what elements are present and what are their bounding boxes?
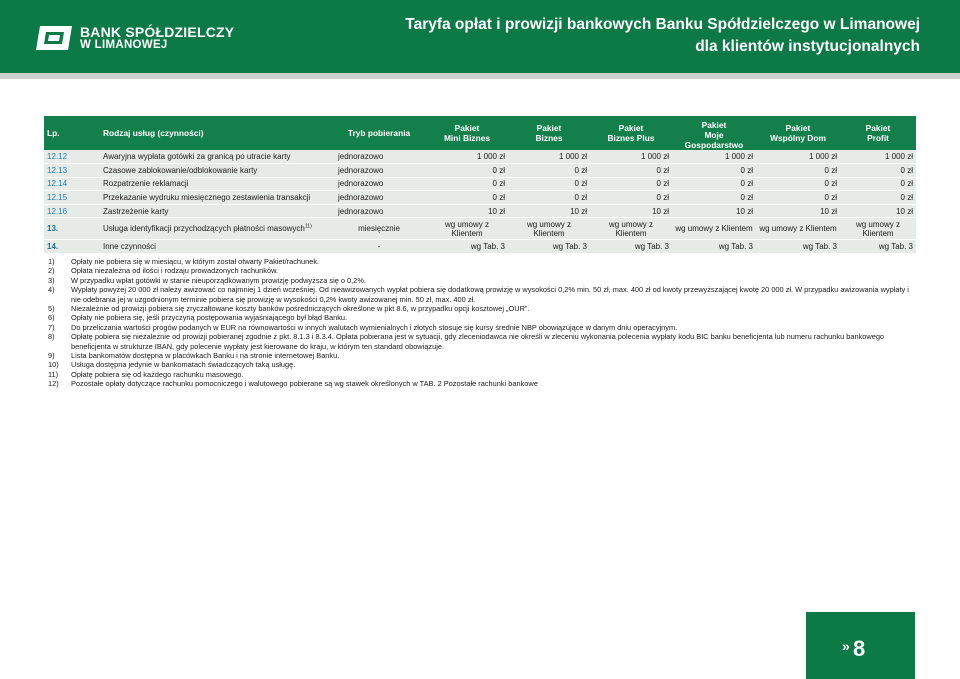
- row-value: 1 000 zł: [840, 150, 916, 164]
- footnote-text: Opłatę pobiera się niezależnie od prowizji pobieranej zgodnie z pkt. 8.1.3 i 8.3.4. Opłata pobierana jest w sytuacji, gdy zleceniodawca nie określi w zleceniu wykonania polecenia wypłaty kodu BIC banku beneficjenta lub numeru rachunku bankowego beneficjenta w strukturze IBAN, gdy polecenie wypłaty jest kierowane do kraju, w którym ten standard obowiązuje.: [71, 332, 885, 351]
- row-mode: miesięcznie: [332, 218, 426, 240]
- row-lp: 14.: [44, 240, 100, 254]
- row-lp: 12.14: [44, 177, 100, 191]
- footnote-number: 12): [48, 379, 59, 389]
- row-value: wg Tab. 3: [756, 240, 840, 254]
- footnote-text: Opłaty nie pobiera się, jeśli przyczyną postępowania wyjaśniającego był błąd Banku.: [71, 313, 348, 323]
- header-text: Profit: [867, 133, 889, 143]
- page-header: [0, 0, 960, 73]
- header-pakiet-mini-biznes: [426, 116, 508, 150]
- footnote-text: Niezależnie od prowizji pobiera się zryczałtowane koszty banków pośredniczących określone w pkt 8.6, w przypadku opcji kosztowej „OUR”.: [71, 304, 530, 314]
- row-value: wg umowy z Klientem: [590, 218, 672, 240]
- row-service: Inne czynności: [100, 240, 332, 254]
- tariff-table: [44, 116, 916, 254]
- footnote-number: 2): [48, 266, 55, 276]
- footnote: [48, 276, 918, 285]
- bank-name-line1: BANK SPÓŁDZIELCZY: [80, 23, 235, 40]
- row-value: wg umowy z Klientem: [508, 218, 590, 240]
- row-value: wg Tab. 3: [672, 240, 756, 254]
- row-value: wg umowy z Klientem: [426, 218, 508, 240]
- row-value: 10 zł: [508, 204, 590, 218]
- row-value: 0 zł: [590, 177, 672, 191]
- row-service: Awaryjna wypłata gotówki za granicą po utracie karty: [100, 150, 332, 164]
- row-service: [100, 218, 332, 240]
- row-value: 0 zł: [508, 177, 590, 191]
- row-value: 10 zł: [756, 204, 840, 218]
- header-divider: [0, 73, 960, 79]
- bank-name-line2: W LIMANOWEJ: [80, 39, 168, 52]
- row-value: wg Tab. 3: [590, 240, 672, 254]
- header-text: Pakiet: [618, 123, 644, 133]
- header-text: Gospodarstwo: [684, 140, 744, 150]
- bank-name: [80, 25, 234, 52]
- row-lp: 13.: [44, 218, 100, 240]
- row-service: Czasowe zablokowanie/odblokowanie karty: [100, 164, 332, 178]
- footnote-number: 5): [48, 304, 55, 314]
- table-row: [44, 164, 916, 178]
- header-text: Pakiet: [454, 123, 480, 133]
- footnote-number: 11): [48, 369, 59, 379]
- row-value: 1 000 zł: [590, 150, 672, 164]
- row-value: wg umowy z Klientem: [840, 218, 916, 240]
- table-row: [44, 204, 916, 218]
- row-value: 0 zł: [426, 191, 508, 205]
- page-number: 8: [853, 636, 866, 661]
- row-value: 0 zł: [672, 177, 756, 191]
- footnote: [48, 332, 918, 351]
- footnote-text: Lista bankomatów dostępna w placówkach Banku i na stronie internetowej Banku.: [71, 351, 340, 361]
- row-value: 0 zł: [756, 177, 840, 191]
- header-text: Moje: [704, 130, 724, 140]
- footnote-text: W przypadku wpłat gotówki w stanie nieuporządkowanym prowizję podwyższa się o 0,2%.: [71, 275, 366, 285]
- row-value: 0 zł: [672, 191, 756, 205]
- footnote: [48, 285, 918, 304]
- row-value: 0 zł: [508, 164, 590, 178]
- row-lp: 12.16: [44, 204, 100, 218]
- table-row: [44, 240, 916, 254]
- table-row: [44, 177, 916, 191]
- row-value: 1 000 zł: [426, 150, 508, 164]
- footnote-ref: 11): [304, 223, 312, 230]
- row-value: 0 zł: [756, 164, 840, 178]
- header-text: Pakiet: [701, 120, 727, 130]
- row-value: 10 zł: [426, 204, 508, 218]
- footnotes: [48, 257, 918, 389]
- footnote-text: Opłaty nie pobiera się w miesiącu, w którym został otwarty Pakiet/rachunek.: [71, 257, 320, 266]
- footnote-number: 3): [48, 275, 55, 285]
- header-pakiet-profit: [840, 116, 916, 150]
- footnote-text: Pozostałe opłaty dotyczące rachunku pomocniczego i walutowego pobierane są wg stawek określonych w TAB. 2 Pozostałe rachunki bankowe: [71, 379, 538, 389]
- row-mode: jednorazowo: [332, 150, 426, 164]
- table-row: [44, 191, 916, 205]
- row-value: 1 000 zł: [508, 150, 590, 164]
- bank-logo[interactable]: [34, 22, 234, 54]
- header-text: Mini Biznes: [443, 133, 491, 143]
- header-text: Biznes: [535, 133, 563, 143]
- footnote: [48, 304, 918, 313]
- footnote-text: Usługa dostępna jedynie w bankomatach świadczących taką usługę.: [71, 360, 296, 370]
- row-service: Rozpatrzenie reklamacji: [100, 177, 332, 191]
- header-pakiet-biznes-plus: [590, 116, 672, 150]
- footnote-number: 10): [48, 360, 59, 370]
- footnote-text: Opłata niezależna od ilości i rodzaju prowadzonych rachunków.: [71, 266, 279, 276]
- footnote: [48, 257, 918, 266]
- row-value: 0 zł: [426, 177, 508, 191]
- header-lp: Lp.: [44, 116, 100, 150]
- footnote: [48, 370, 918, 379]
- row-value: 0 zł: [426, 164, 508, 178]
- chevron-right-icon: »: [842, 638, 850, 654]
- row-value: 0 zł: [840, 177, 916, 191]
- row-service-text: Usługa identyfikacji przychodzących płatności masowych: [103, 224, 305, 234]
- footnote-number: 1): [48, 257, 55, 266]
- row-value: wg umowy z Klientem: [756, 218, 840, 240]
- footnote-text: Opłatę pobiera się od każdego rachunku masowego.: [71, 369, 244, 379]
- document-title-line2: dla klientów instytucjonalnych: [695, 38, 920, 55]
- row-service: Przekazanie wydruku miesięcznego zestawienia transakcji: [100, 191, 332, 205]
- header-pakiet-biznes: [508, 116, 590, 150]
- row-mode: jednorazowo: [332, 191, 426, 205]
- row-mode: jednorazowo: [332, 177, 426, 191]
- row-mode: jednorazowo: [332, 164, 426, 178]
- header-mode: Tryb pobierania: [332, 116, 426, 150]
- footnote-number: 4): [48, 285, 55, 295]
- page-number-box: [806, 612, 915, 679]
- row-lp: 12.12: [44, 150, 100, 164]
- header-pakiet-wspolny-dom: [756, 116, 840, 150]
- footnote-text: Wypłaty powyżej 20 000 zł należy awizować co najmniej 1 dzień wcześniej. Od nieawizowanych wypłat pobiera się dodatkową prowizję w wysokości 0,2% min. 50 zł, max. 400 zł od kwoty przewyższającej kwotę 20 000 zł. W przypadku awizowania wypłaty i nie odebrania jej w uzgodnionym terminie pobiera się prowizję w wysokości 0,2% kwoty awizowanej min. 50 zł, max. 400 zł.: [71, 285, 909, 304]
- row-lp: 12.15: [44, 191, 100, 205]
- row-value: 0 zł: [672, 164, 756, 178]
- document-title-line1: Taryfa opłat i prowizji bankowych Banku Spółdzielczego w Limanowej: [405, 16, 920, 33]
- row-mode: jednorazowo: [332, 204, 426, 218]
- row-lp: 12.13: [44, 164, 100, 178]
- row-value: wg Tab. 3: [426, 240, 508, 254]
- row-value: 10 zł: [590, 204, 672, 218]
- document-title: [405, 14, 920, 58]
- row-value: wg umowy z Klientem: [672, 218, 756, 240]
- row-value: 1 000 zł: [672, 150, 756, 164]
- footnote: [48, 323, 918, 332]
- footnote: [48, 360, 918, 369]
- row-value: 0 zł: [756, 191, 840, 205]
- footnote-number: 9): [48, 351, 55, 361]
- header-text: Pakiet: [536, 123, 562, 133]
- footnote: [48, 266, 918, 275]
- footnote-number: 6): [48, 313, 55, 323]
- header-text: Pakiet: [865, 123, 891, 133]
- bank-logo-icon: [34, 22, 74, 54]
- footnote: [48, 313, 918, 322]
- row-value: 0 zł: [590, 191, 672, 205]
- row-value: 0 zł: [840, 164, 916, 178]
- row-service: Zastrzeżenie karty: [100, 204, 332, 218]
- header-pakiet-moje-gospodarstwo: [672, 116, 756, 150]
- table-header-row: [44, 116, 916, 150]
- row-value: 0 zł: [508, 191, 590, 205]
- row-value: 1 000 zł: [756, 150, 840, 164]
- row-value: wg Tab. 3: [840, 240, 916, 254]
- footnote: [48, 351, 918, 360]
- row-mode: -: [332, 240, 426, 254]
- footnote-text: Do przeliczania wartości progów podanych w EUR na równowartości w innych walutach wymienialnych i złotych stosuje się kursy średnie NBP obowiązujące w danym dniu operacyjnym.: [71, 322, 678, 332]
- table-row: [44, 150, 916, 164]
- header-text: Wspólny Dom: [770, 133, 826, 143]
- table-row: [44, 218, 916, 240]
- row-value: wg Tab. 3: [508, 240, 590, 254]
- row-value: 10 zł: [672, 204, 756, 218]
- footnote-number: 7): [48, 322, 55, 332]
- header-text: Biznes Plus: [607, 133, 655, 143]
- footnote-number: 8): [48, 332, 55, 342]
- row-value: 10 zł: [840, 204, 916, 218]
- footnote: [48, 379, 918, 388]
- header-text: Pakiet: [785, 123, 811, 133]
- row-value: 0 zł: [590, 164, 672, 178]
- header-service: Rodzaj usług (czynności): [100, 116, 332, 150]
- row-value: 0 zł: [840, 191, 916, 205]
